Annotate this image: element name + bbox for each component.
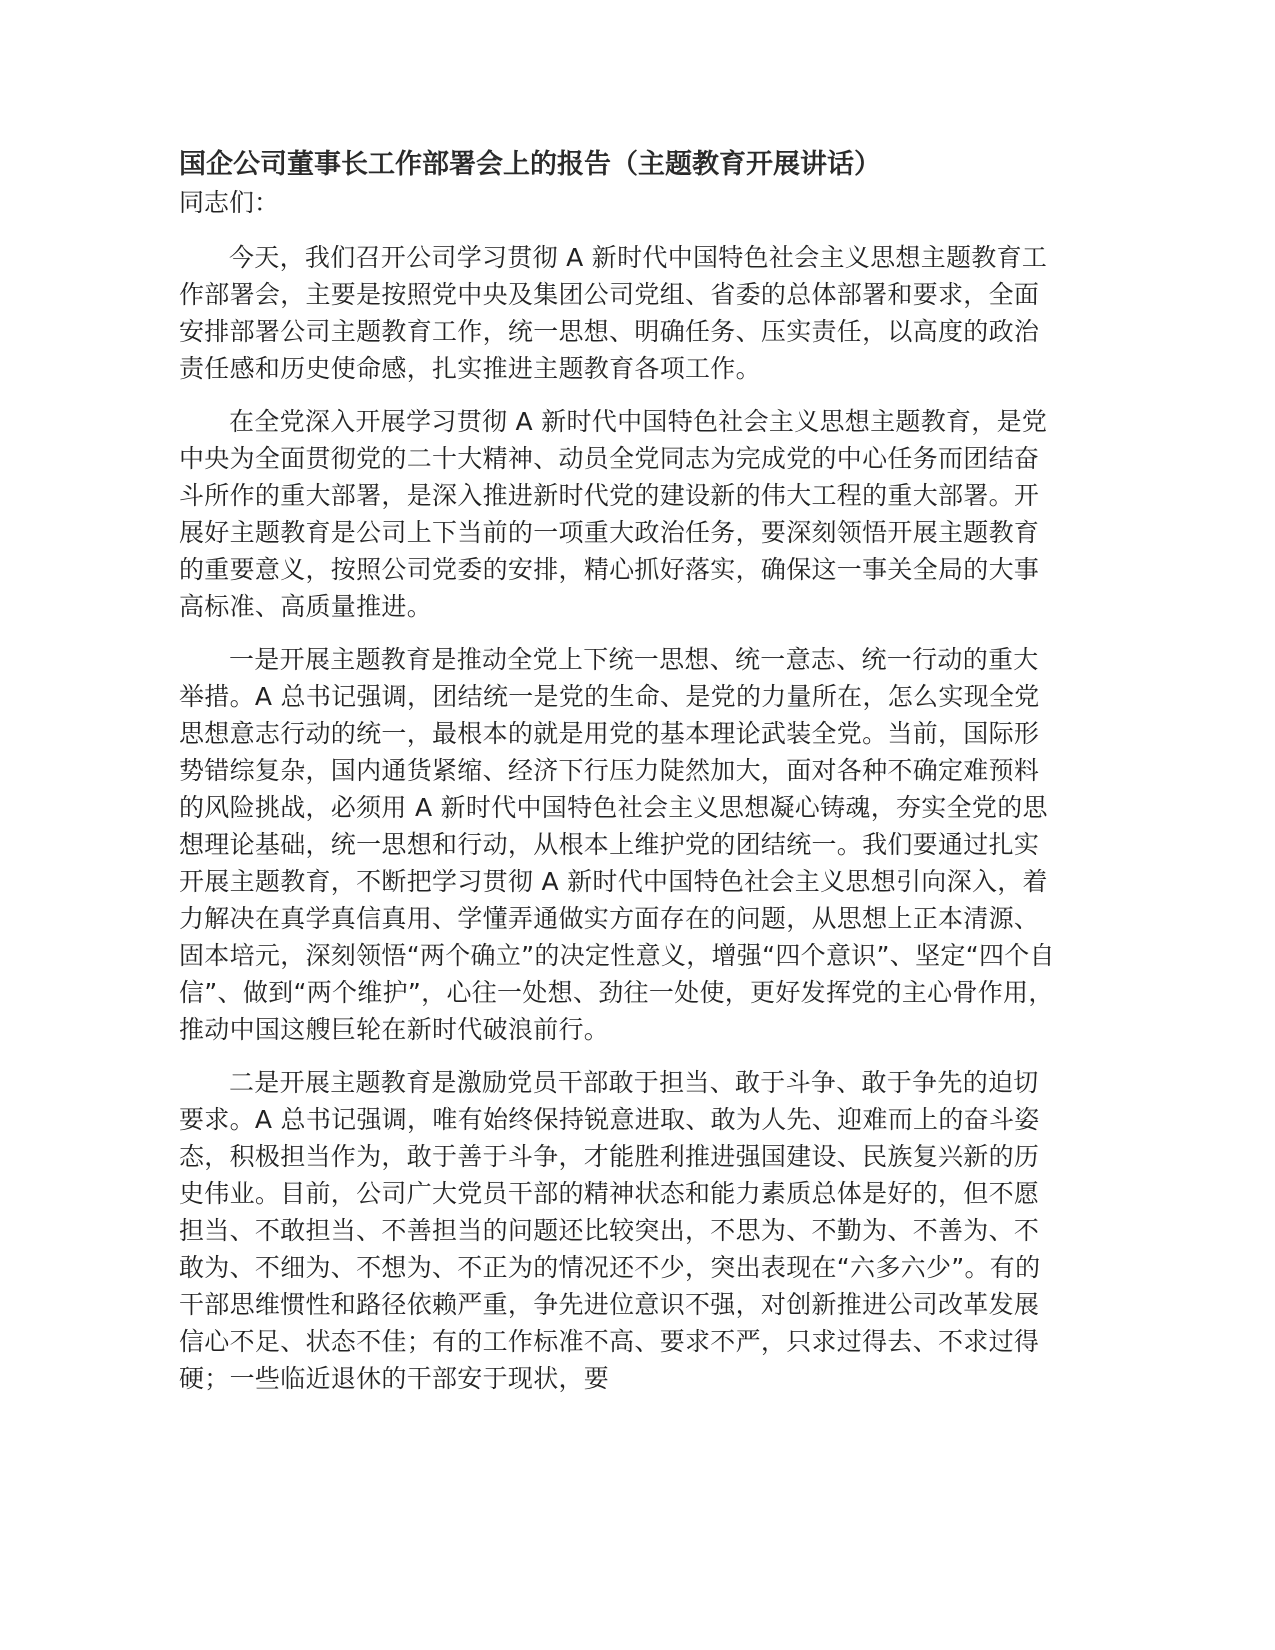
paragraph-point-one: 一是开展主题教育是推动全党上下统一思想、统一意志、统一行动的重大举措。A 总书记强调，团结统一是党的生命、是党的力量所在，怎么实现全党思想意志行动的统一，最根本的就是用党的基本理论武装全党。当前，国际形势错综复杂，国内通货紧缩、经济下行压力陡然加大，面对各种不确定难预料的风险挑战，必须用 A 新时代中国特色社会主义思想凝心铸魂，夯实全党的思想理论基础，统一思想和行动，从根本上维护党的团结统一。我们要通过扎实开展主题教育，不断把学习贯彻 A 新时代中国特色社会主义思想引向深入，着力解决在真学真信真用、学懂弄通做实方面存在的问题，从思想上正本清源、固本培元，深刻领悟“两个确立”的决定性意义，增强“四个意识”、坚定“四个自信”、做到“两个维护”，心往一处想、劲往一处使，更好发挥党的主心骨作用，推动中国这艘巨轮在新时代破浪前行。: [179, 645, 1055, 1044]
salutation: 同志们：: [179, 188, 280, 217]
document-title: 国企公司董事长工作部署会上的报告（主题教育开展讲话）: [179, 149, 881, 180]
document-page: [179, 145, 1059, 1413]
paragraph-opening: 今天，我们召开公司学习贯彻 A 新时代中国特色社会主义思想主题教育工作部署会，主要是按照党中央及集团公司党组、省委的总体部署和要求，全面安排部署公司主题教育工作，统一思想、明确任务、压实责任，以高度的政治责任感和历史使命感，扎实推进主题教育各项工作。: [179, 243, 1048, 383]
paragraph-point-two: 二是开展主题教育是激励党员干部敢于担当、敢于斗争、敢于争先的迫切要求。A 总书记强调，唯有始终保持锐意进取、敢为人先、迎难而上的奋斗姿态，积极担当作为，敢于善于斗争，才能胜利推进强国建设、民族复兴新的历史伟业。目前，公司广大党员干部的精神状态和能力素质总体是好的，但不愿担当、不敢担当、不善担当的问题还比较突出，不思为、不勤为、不善为、不敢为、不细为、不想为、不正为的情况还不少，突出表现在“六多六少”。有的干部思维惯性和路径依赖严重，争先进位意识不强，对创新推进公司改革发展信心不足、状态不佳；有的工作标准不高、要求不严，只求过得去、不求过得硬；一些临近退休的干部安于现状，要: [179, 1068, 1041, 1393]
paragraph-significance: 在全党深入开展学习贯彻 A 新时代中国特色社会主义思想主题教育，是党中央为全面贯彻党的二十大精神、动员全党同志为完成党的中心任务而团结奋斗所作的重大部署，是深入推进新时代党的建设新的伟大工程的重大部署。开展好主题教育是公司上下当前的一项重大政治任务，要深刻领悟开展主题教育的重要意义，按照公司党委的安排，精心抓好落实，确保这一事关全局的大事高标准、高质量推进。: [179, 407, 1048, 621]
